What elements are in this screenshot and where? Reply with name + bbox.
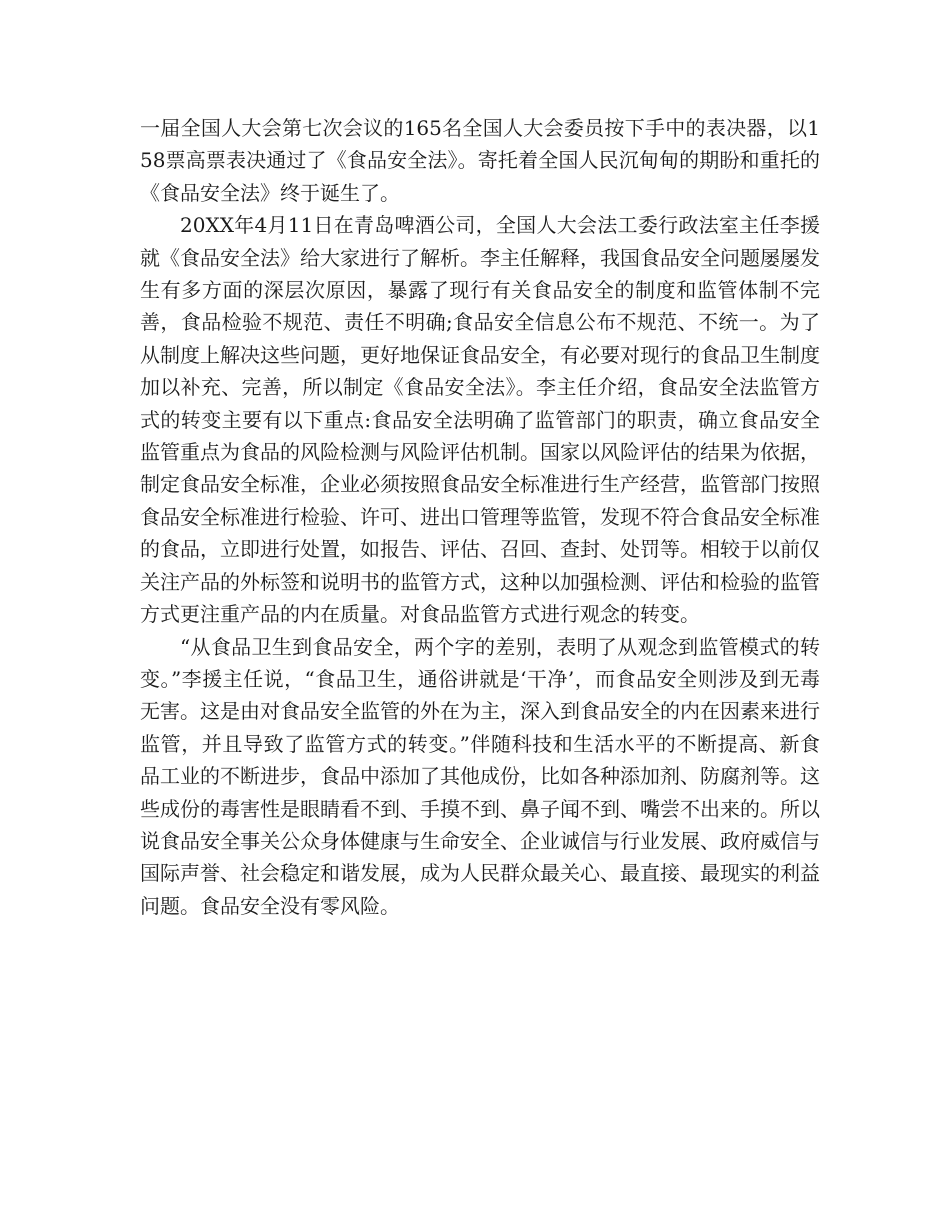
paragraph-law-analysis: 20XX年4月11日在青岛啤酒公司，全国人大会法工委行政法室主任李援就《食品安全法》给大家进行了解析。李主任解释，我国食品安全问题屡屡发生有多方面的深层次原因，暴露了现行有关食品安全的制度和监管体制不完善，食品检验不规范、责任不明确;食品安全信息公布不规范、不统一。为了从制度上解决这些问题，更好地保证食品安全，有必要对现行的食品卫生制度加以补充、完善，所以制定《食品安全法》。李主任介绍，食品安全法监管方式的转变主要有以下重点:食品安全法明确了监管部门的职责，确立食品安全监管重点为食品的风险检测与风险评估机制。国家以风险评估的结果为依据，制定食品安全标准，企业必须按照食品安全标准进行生产经营，监管部门按照食品安全标准进行检验、许可、进出口管理等监管，发现不符合食品安全标准的食品，立即进行处置，如报告、评估、召回、查封、处罚等。相较于以前仅关注产品的外标签和说明书的监管方式，这种以加强检测、评估和检验的监管方式更注重产品的内在质量。对食品监管方式进行观念的转变。 (140, 213, 820, 627)
paragraph-food-safety-concept: “从食品卫生到食品安全，两个字的差别，表明了从观念到监管模式的转变。”李援主任说，“食品卫生，通俗讲就是‘干净’，而食品安全则涉及到无毒无害。这是由对食品安全监管的外在为主，深入到食品安全的内在因素来进行监管，并且导致了监管方式的转变。”伴随科技和生活水平的不断提高、新食品工业的不断进步，食品中添加了其他成份，比如各种添加剂、防腐剂等。这些成份的毒害性是眼睛看不到、手摸不到、鼻子闻不到、嘴尝不出来的。所以说食品安全事关公众身体健康与生命安全、企业诚信与行业发展、政府威信与国际声誉、社会稳定和谐发展，成为人民群众最关心、最直接、最现实的利益问题。食品安全没有零风险。 (140, 634, 820, 918)
document-body (140, 112, 820, 922)
paragraph-continuation: 一届全国人大会第七次会议的165名全国人大会委员按下手中的表决器，以158票高票表决通过了《食品安全法》。寄托着全国人民沉甸甸的期盼和重托的《食品安全法》终于诞生了。 (140, 116, 820, 205)
